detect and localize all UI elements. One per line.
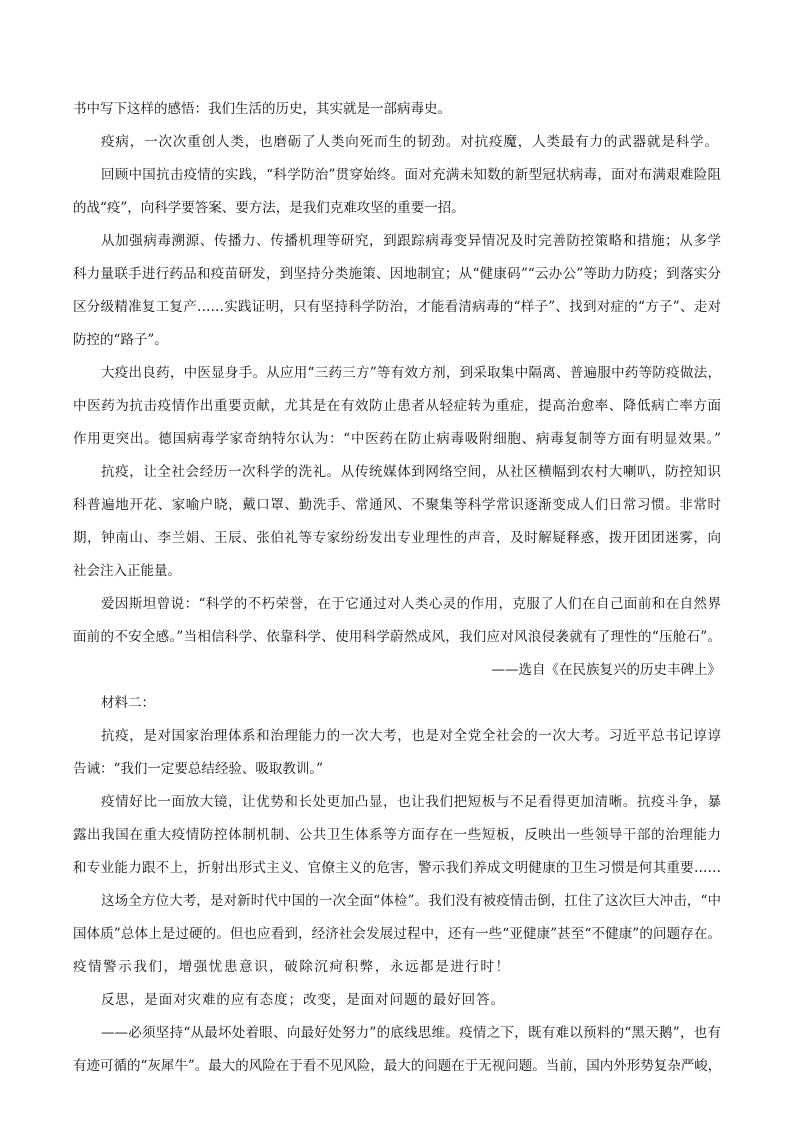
text-line: 中医药为抗击疫情作出重要贡献，尤其是在有效防止患者从轻症转为重症，提高治愈率、降低病亡率方面 xyxy=(73,398,721,414)
text-line: 期，钟南山、李兰娟、王辰、张伯礼等专家纷纷发出专业理性的声音，及时解疑释惑，拨开团团迷雾，向 xyxy=(73,530,721,546)
text-line: 面前的不安全感。”当相信科学、依靠科学、使用科学蔚然成风，我们应对风浪侵袭就有了理性的“压舱石”。 xyxy=(73,629,721,645)
text-line: 科力量联手进行药品和疫苗研发，到坚持分类施策、因地制宜；从“健康码”“云办公”等助力防疫；到落实分 xyxy=(73,266,721,282)
text-line: 爱因斯坦曾说：“科学的不朽荣誉，在于它通过对人类心灵的作用，克服了人们在自己面前和在自然界 xyxy=(101,596,721,612)
text-line: 防控的“路子”。 xyxy=(73,332,168,348)
text-line: 这场全方位大考，是对新时代中国的一次全面“体检”。我们没有被疫情击倒，扛住了这次巨大冲击，“中 xyxy=(101,893,721,909)
text-line: 露出我国在重大疫情防控体制机制、公共卫生体系等方面存在一些短板，反映出一些领导干部的治理能力 xyxy=(73,827,721,843)
source-citation: ——选自《在民族复兴的历史丰碑上》 xyxy=(491,662,721,678)
text-line: 抗疫，让全社会经历一次科学的洗礼。从传统媒体到网络空间，从社区横幅到农村大喇叭，防控知识 xyxy=(101,464,721,480)
text-line: 反思，是面对灾难的应有态度；改变，是面对问题的最好回答。 xyxy=(101,992,504,1008)
text-line: 和专业能力跟不上，折射出形式主义、官僚主义的危害，警示我们养成文明健康的卫生习惯是何其重要…… xyxy=(73,860,721,876)
text-line: 回顾中国抗击疫情的实践，“科学防治”贯穿始终。面对充满未知数的新型冠状病毒，面对布满艰难险阻 xyxy=(101,167,721,183)
text-line: 书中写下这样的感悟：我们生活的历史，其实就是一部病毒史。 xyxy=(73,101,451,117)
section-heading: 材料二： xyxy=(101,695,155,711)
text-line: 区分级精准复工复产……实践证明，只有坚持科学防治，才能看清病毒的“样子”、找到对症的“方子”、走对 xyxy=(73,299,721,315)
text-line: 的战“疫”，向科学要答案、要方法，是我们克难攻坚的重要一招。 xyxy=(73,200,465,216)
text-line: 社会注入正能量。 xyxy=(73,563,181,579)
text-line: ——必须坚持“从最坏处着眼、向最好处努力”的底线思维。疫情之下，既有难以预料的“黑天鹅”，也有 xyxy=(101,1025,721,1041)
text-line: 疫情好比一面放大镜，让优势和长处更加凸显，也让我们把短板与不足看得更加清晰。抗疫斗争，暴 xyxy=(101,794,721,810)
text-line: 大疫出良药，中医显身手。从应用“三药三方”等有效方剂，到采取集中隔离、普遍服中药等防疫做法， xyxy=(101,365,721,381)
text-line: 国体质”总体上是过硬的。但也应看到，经济社会发展过程中，还有一些“亚健康”甚至“不健康”的问题存在。 xyxy=(73,926,721,942)
text-line: 疫病，一次次重创人类，也磨砺了人类向死而生的韧劲。对抗疫魔，人类最有力的武器就是科学。 xyxy=(101,134,718,150)
text-line: 告诫：“我们一定要总结经验、吸取教训。” xyxy=(73,761,324,777)
text-line: 科普遍地开花、家喻户晓，戴口罩、勤洗手、常通风、不聚集等科学常识逐渐变成人们日常习惯。非常时 xyxy=(73,497,721,513)
text-line: 有迹可循的“灰犀牛”。最大的风险在于看不见风险，最大的问题在于无视问题。当前，国内外形势复杂严峻， xyxy=(73,1058,722,1074)
text-line: 从加强病毒溯源、传播力、传播机理等研究，到跟踪病毒变异情况及时完善防控策略和措施；从多学 xyxy=(101,233,721,249)
text-line: 作用更突出。德国病毒学家奇纳特尔认为：“中医药在防止病毒吸附细胞、病毒复制等方面有明显效果。” xyxy=(73,431,721,447)
text-line: 抗疫，是对国家治理体系和治理能力的一次大考，也是对全党全社会的一次大考。习近平总书记谆谆 xyxy=(101,728,721,744)
text-line: 疫情警示我们，增强忧患意识，破除沉疴积弊，永远都是进行时！ xyxy=(73,959,509,975)
